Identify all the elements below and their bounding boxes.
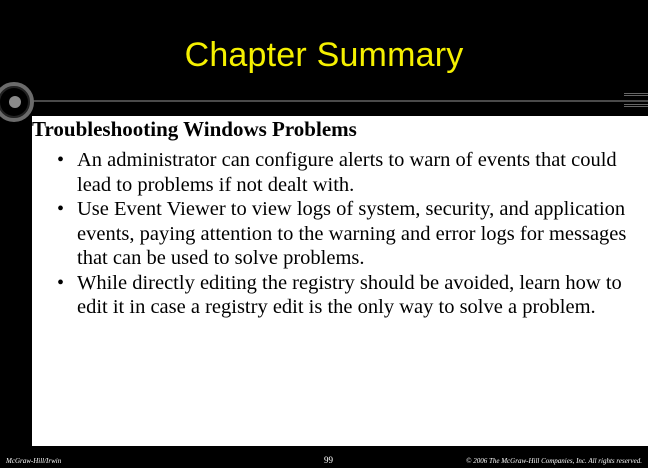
divider-end-mark (624, 93, 648, 107)
ring-dot-icon (9, 96, 21, 108)
page-number: 99 (324, 455, 333, 465)
bullet-item: • An administrator can configure alerts to warn of events that could lead to problems if not dealt with. (55, 148, 645, 197)
footer (0, 448, 648, 468)
bullet-list (55, 148, 645, 320)
copyright-label: © 2006 The McGraw-Hill Companies, Inc. All rights reserved. (466, 457, 642, 465)
publisher-label: McGraw-Hill/Irwin (6, 457, 62, 465)
bullet-item: • While directly editing the registry should be avoided, learn how to edit it in case a registry edit is the only way to solve a problem. (55, 271, 645, 320)
title-divider (22, 100, 648, 102)
slide-title: Chapter Summary (184, 36, 464, 74)
bullet-item: • Use Event Viewer to view logs of system, security, and application events, paying attention to the warning and error logs for messages that can be used to solve problems. (55, 197, 645, 271)
section-heading: Troubleshooting Windows Problems (32, 117, 357, 141)
